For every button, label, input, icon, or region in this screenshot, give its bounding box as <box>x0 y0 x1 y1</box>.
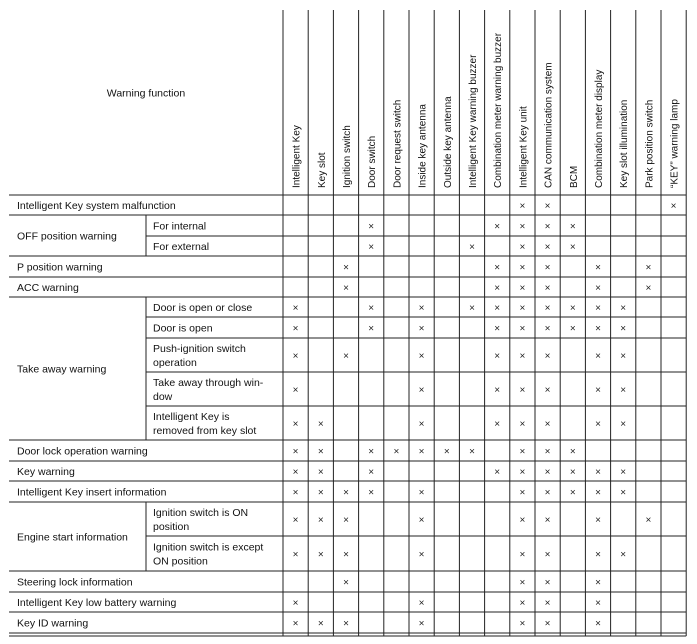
applicable-mark: × <box>469 446 475 458</box>
applicable-mark: × <box>595 515 601 526</box>
warning-function-label: Intelligent Key low battery warning <box>17 597 177 609</box>
applicable-mark: × <box>368 242 375 253</box>
applicable-mark: × <box>292 467 299 478</box>
applicable-mark: × <box>494 303 501 314</box>
applicable-mark: × <box>595 598 601 609</box>
applicable-mark: × <box>494 262 501 274</box>
applicable-mark: × <box>544 577 551 589</box>
applicable-mark: × <box>343 351 349 362</box>
applicable-mark: × <box>343 283 349 294</box>
applicable-mark: × <box>544 385 551 396</box>
applicable-mark: × <box>595 303 601 314</box>
applicable-mark: × <box>519 598 526 609</box>
column-header: Combination meter warning buzzer <box>493 32 505 188</box>
applicable-mark: × <box>292 446 299 458</box>
applicable-mark: × <box>544 242 551 253</box>
applicable-mark: × <box>620 419 627 430</box>
applicable-mark: × <box>317 618 324 630</box>
applicable-mark: × <box>595 419 601 430</box>
applicable-mark: × <box>569 303 576 314</box>
applicable-mark: × <box>670 201 677 212</box>
applicable-mark: × <box>645 515 652 526</box>
applicable-mark: × <box>494 323 501 335</box>
applicable-mark: × <box>418 598 425 609</box>
applicable-mark: × <box>595 323 601 335</box>
applicable-mark: × <box>343 487 349 499</box>
applicable-mark: × <box>620 549 627 561</box>
applicable-mark: × <box>519 467 526 478</box>
applicable-mark: × <box>544 487 551 499</box>
applicable-mark: × <box>519 351 526 362</box>
applicable-mark: × <box>418 323 425 335</box>
applicable-mark: × <box>544 618 551 630</box>
applicable-mark: × <box>368 323 375 335</box>
warning-function-label: Take away warning <box>17 363 107 376</box>
applicable-mark: × <box>519 618 526 630</box>
applicable-mark: × <box>292 598 299 609</box>
warning-function-label: Intelligent Key system malfunction <box>17 200 176 212</box>
applicable-mark: × <box>519 262 526 274</box>
applicable-mark: × <box>595 262 601 274</box>
sub-condition-label: For internal <box>153 220 207 233</box>
applicable-mark: × <box>343 577 349 589</box>
applicable-mark: × <box>418 419 425 430</box>
applicable-mark: × <box>317 487 324 499</box>
applicable-mark: × <box>292 351 299 362</box>
applicable-mark: × <box>519 419 526 430</box>
applicable-mark: × <box>292 515 299 526</box>
sub-condition-label: Ignition switch is except ON position <box>153 541 264 568</box>
applicable-mark: × <box>343 549 349 561</box>
applicable-mark: × <box>645 262 652 274</box>
applicable-mark: × <box>292 419 299 430</box>
sub-condition-label: Take away through win-dow <box>153 377 264 403</box>
applicable-mark: × <box>544 303 551 314</box>
applicable-mark: × <box>595 577 601 589</box>
column-header: Key slot illumination <box>619 99 631 188</box>
applicable-mark: × <box>418 446 425 458</box>
applicable-mark: × <box>544 515 551 526</box>
sub-condition-label: Door is open or close <box>153 302 253 314</box>
applicable-mark: × <box>569 487 576 499</box>
column-header: CAN communication system <box>543 62 555 188</box>
applicable-mark: × <box>544 351 551 362</box>
applicable-mark: × <box>418 487 425 499</box>
warning-function-label: Engine start information <box>17 531 128 544</box>
column-header: BCM <box>568 165 580 188</box>
applicable-mark: × <box>418 351 425 362</box>
applicable-mark: × <box>620 487 627 499</box>
column-header: Door switch <box>367 135 379 188</box>
applicable-mark: × <box>544 549 551 561</box>
applicable-mark: × <box>544 446 551 458</box>
applicable-mark: × <box>494 283 501 294</box>
applicable-mark: × <box>317 515 324 526</box>
applicable-mark: × <box>620 467 627 478</box>
warning-function-label: Key ID warning <box>17 617 89 630</box>
warning-function-label: Door lock operation warning <box>17 445 148 458</box>
applicable-mark: × <box>519 446 526 458</box>
applicable-mark: × <box>418 385 425 396</box>
applicable-mark: × <box>343 618 349 630</box>
sub-condition-label: Intelligent Key is removed from key slot <box>153 411 257 437</box>
applicable-mark: × <box>544 323 551 335</box>
applicable-mark: × <box>544 262 551 274</box>
applicable-mark: × <box>292 487 299 499</box>
applicable-mark: × <box>519 201 526 212</box>
applicable-mark: × <box>544 419 551 430</box>
applicable-mark: × <box>519 487 526 499</box>
applicable-mark: × <box>292 323 299 335</box>
applicable-mark: × <box>569 323 576 335</box>
applicable-mark: × <box>418 303 425 314</box>
applicable-mark: × <box>595 549 601 561</box>
applicable-mark: × <box>595 467 601 478</box>
applicable-mark: × <box>494 221 501 233</box>
applicable-mark: × <box>494 385 501 396</box>
applicable-mark: × <box>292 618 299 630</box>
applicable-mark: × <box>544 201 551 212</box>
applicable-mark: × <box>292 385 299 396</box>
applicable-mark: × <box>544 283 551 294</box>
applicable-mark: × <box>494 419 501 430</box>
applicable-mark: × <box>519 242 526 253</box>
applicable-mark: × <box>519 221 526 233</box>
column-header: Door request switch <box>392 99 404 188</box>
applicable-mark: × <box>595 385 601 396</box>
applicable-mark: × <box>544 598 551 609</box>
applicable-mark: × <box>620 385 627 396</box>
applicable-mark: × <box>595 351 601 362</box>
applicable-mark: × <box>494 467 501 478</box>
warning-function-label: ACC warning <box>17 282 79 294</box>
applicable-mark: × <box>519 549 526 561</box>
applicable-mark: × <box>418 515 425 526</box>
applicable-mark: × <box>569 221 576 233</box>
applicable-mark: × <box>519 323 526 335</box>
applicable-mark: × <box>443 446 450 458</box>
applicable-mark: × <box>519 577 526 589</box>
applicable-mark: × <box>569 242 576 253</box>
column-header: Intelligent Key unit <box>518 106 530 188</box>
applicable-mark: × <box>595 618 601 630</box>
applicable-mark: × <box>569 446 576 458</box>
applicable-mark: × <box>393 446 400 458</box>
corner-label: Warning function <box>106 87 186 100</box>
applicable-mark: × <box>544 467 551 478</box>
applicable-mark: × <box>620 351 627 362</box>
applicable-mark: × <box>469 303 475 314</box>
sub-condition-label: Ignition switch is ON position <box>153 507 249 533</box>
applicable-mark: × <box>620 303 627 314</box>
applicable-mark: × <box>418 549 425 561</box>
applicable-mark: × <box>519 385 526 396</box>
column-header: Key slot <box>316 152 328 188</box>
applicable-mark: × <box>418 618 425 630</box>
column-header: Inside key antenna <box>417 104 429 188</box>
column-header: Intelligent Key <box>291 125 303 188</box>
applicable-mark: × <box>343 262 349 274</box>
column-header: Combination meter display <box>594 69 605 188</box>
warning-function-label: P position warning <box>17 261 103 274</box>
applicable-mark: × <box>620 323 627 335</box>
warning-function-label: Intelligent Key insert information <box>17 486 167 499</box>
applicable-mark: × <box>544 221 551 233</box>
applicable-mark: × <box>368 446 375 458</box>
warning-function-label: OFF position warning <box>17 230 117 243</box>
column-header: Park position switch <box>644 99 656 188</box>
applicable-mark: × <box>343 515 349 526</box>
warning-function-label: Steering lock information <box>17 576 133 589</box>
applicable-mark: × <box>317 467 324 478</box>
applicable-mark: × <box>317 419 324 430</box>
applicable-mark: × <box>368 467 375 478</box>
applicable-mark: × <box>368 303 375 314</box>
column-header: “KEY” warning lamp <box>669 99 681 188</box>
applicable-mark: × <box>595 487 601 499</box>
applicable-mark: × <box>645 283 652 294</box>
applicable-mark: × <box>292 549 299 561</box>
applicable-mark: × <box>317 446 324 458</box>
column-header: Outside key antenna <box>442 96 454 188</box>
column-header: Ignition switch <box>342 125 353 188</box>
sub-condition-label: Push-ignition switch operation <box>153 343 246 369</box>
applicable-mark: × <box>368 221 375 233</box>
sub-condition-label: For external <box>153 241 210 253</box>
applicable-mark: × <box>519 303 526 314</box>
applicable-mark: × <box>317 549 324 561</box>
applicable-mark: × <box>519 283 526 294</box>
applicable-mark: × <box>292 303 299 314</box>
applicable-mark: × <box>469 242 475 253</box>
sub-condition-label: Door is open <box>153 322 213 335</box>
applicable-mark: × <box>595 283 601 294</box>
applicable-mark: × <box>494 351 501 362</box>
applicable-mark: × <box>519 515 526 526</box>
warning-function-label: Key warning <box>17 466 75 478</box>
column-header: Intelligent Key warning buzzer <box>468 54 479 188</box>
applicable-mark: × <box>569 467 576 478</box>
applicable-mark: × <box>368 487 375 499</box>
